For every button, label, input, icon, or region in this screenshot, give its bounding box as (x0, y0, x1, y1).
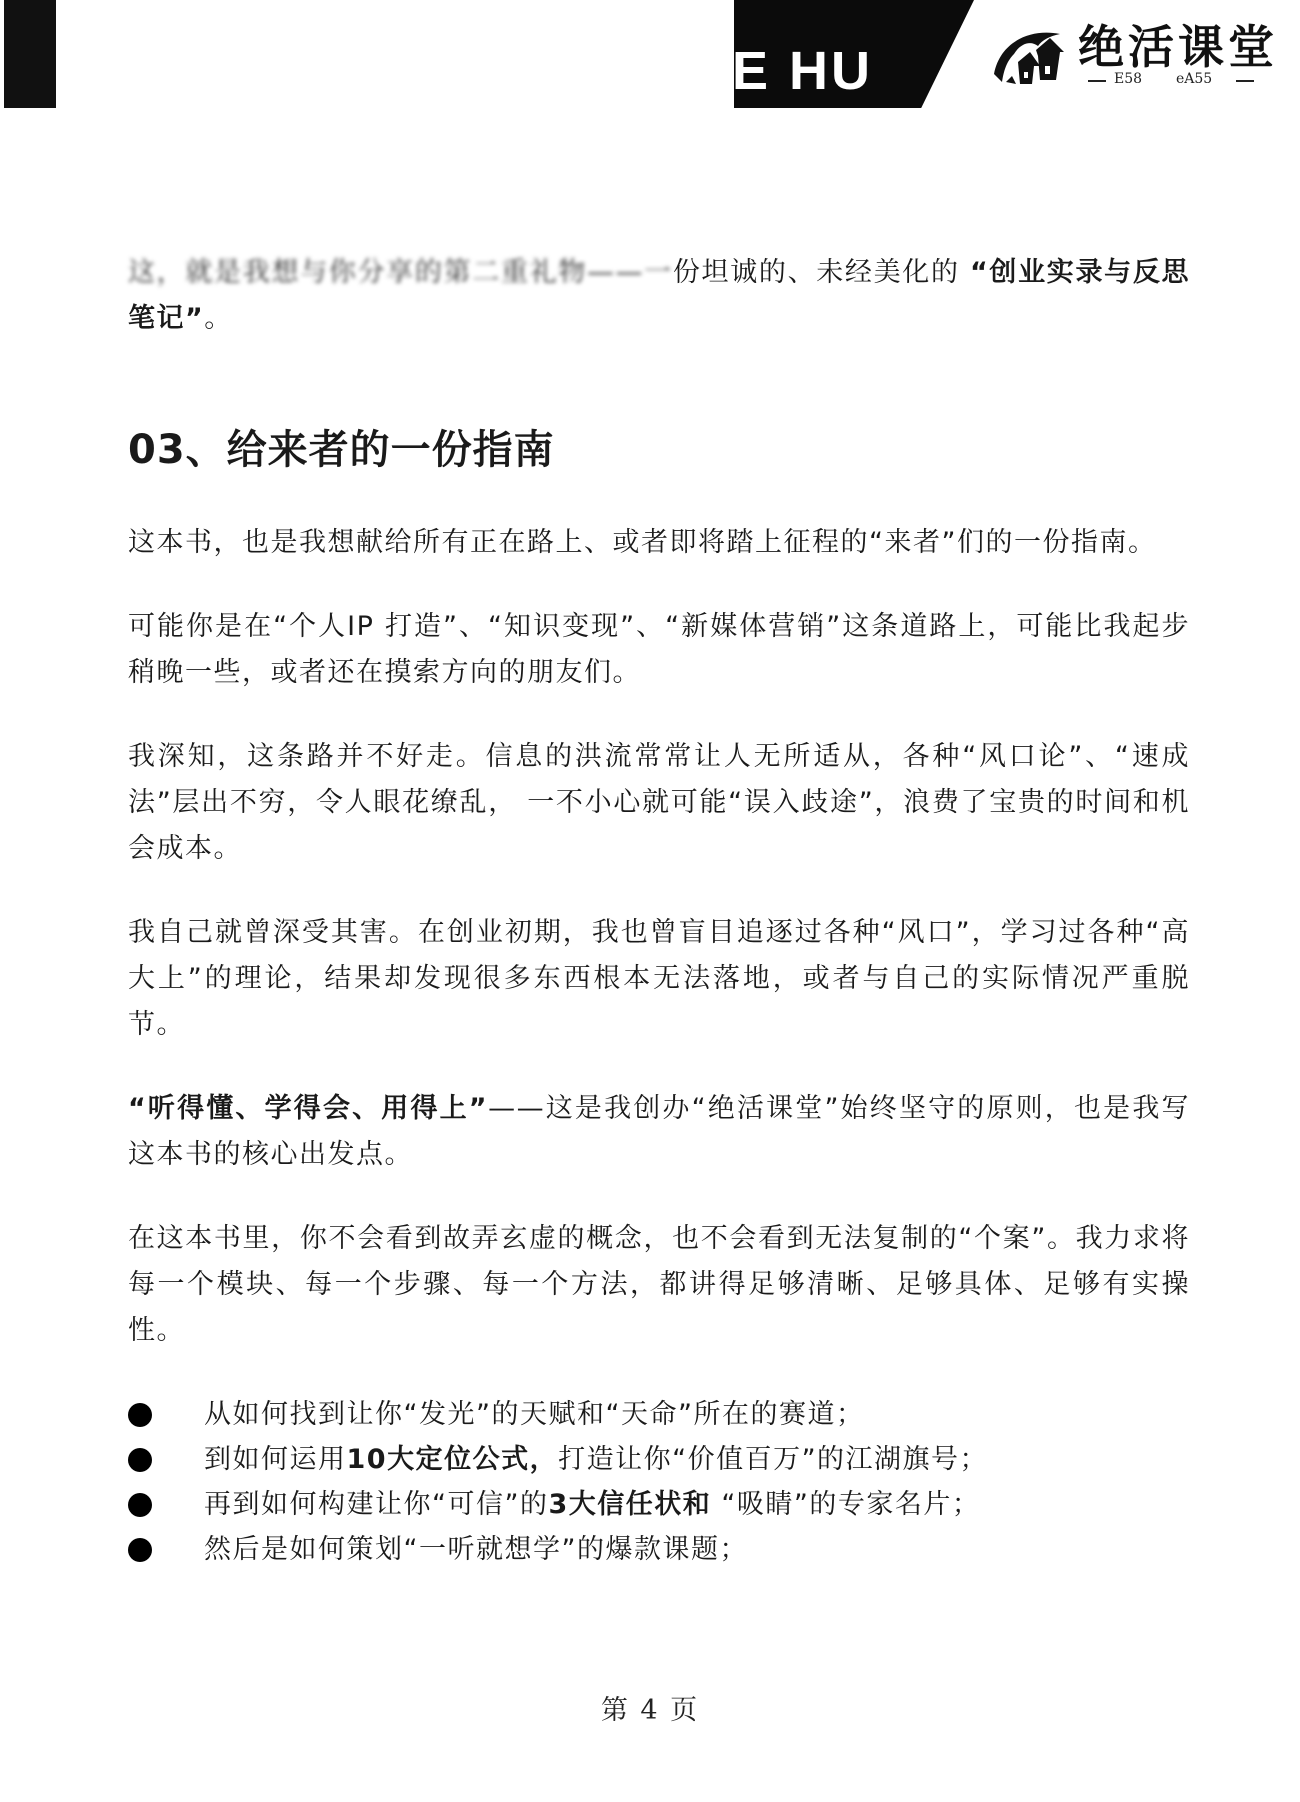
bullet-dot-icon (128, 1493, 152, 1517)
section-title: 03、给来者的一份指南 (128, 427, 555, 473)
mountain-logo-icon (990, 22, 1074, 92)
brand-logo (990, 20, 1278, 100)
list-item (128, 1437, 1190, 1482)
paragraph-6: 在这本书里，你不会看到故弄玄虚的概念，也不会看到无法复制的“个案”。我力求将每一个模块、每一个步骤、每一个方法，都讲得足够清晰、足够具体、足够有实操性。 (128, 1223, 1190, 1346)
list-item (128, 1392, 1190, 1437)
bullet-text: 然后是如何策划“一听就想学”的爆款课题； (204, 1534, 748, 1565)
bullet-bold-text: 10大定位公式， (346, 1444, 559, 1475)
list-item (128, 1482, 1190, 1527)
bullet-text-tail: “吸睛”的专家名片； (711, 1489, 981, 1520)
intro-bold-text: “创业实录与反思笔记” (128, 257, 1191, 334)
bullet-text: 到如何运用 (204, 1444, 347, 1475)
bullet-dot-icon (128, 1538, 152, 1562)
intro-paragraph (128, 250, 1190, 342)
bullet-dot-icon (128, 1403, 152, 1427)
bullet-text: 再到如何构建让你“可信”的 (204, 1489, 549, 1520)
logo-dash-left (1088, 80, 1106, 82)
bullet-text-tail: 打造让你“价值百万”的江湖旗号； (558, 1444, 989, 1475)
header-band-text: E HU (732, 41, 874, 101)
principle-bold-text: “听得懂、学得会、用得上” (128, 1093, 489, 1124)
list-item (128, 1527, 1190, 1572)
logo-title: 绝活课堂 (1078, 20, 1278, 74)
logo-dash-right (1236, 80, 1254, 82)
intro-text: 份坦诚的、未经美化的 (672, 257, 960, 288)
logo-sub-left: E58 (1114, 71, 1143, 87)
paragraph-2: 可能你是在“个人IP 打造”、“知识变现”、“新媒体营销”这条道路上，可能比我起步稍晚一些，或者还在摸索方向的朋友们。 (128, 611, 1190, 688)
paragraph-5 (128, 1086, 1190, 1178)
paragraph-1: 这本书，也是我想献给所有正在路上、或者即将踏上征程的“来者”们的一份指南。 (128, 527, 1157, 558)
principle-text: ——这是我创办“绝活课堂”始终坚守的原则，也是我写这本书的核心出发点。 (128, 1093, 1190, 1170)
page-number: 第 4 页 (600, 1695, 700, 1726)
bullet-list (128, 1392, 1190, 1572)
logo-sub-right: eA55 (1176, 71, 1213, 87)
intro-end: 。 (204, 303, 233, 334)
intro-blurred-text: 这，就是我想与你分享的第二重礼物——一 (128, 257, 673, 288)
left-dark-block (4, 0, 56, 108)
bullet-dot-icon (128, 1448, 152, 1472)
paragraph-3: 我深知，这条路并不好走。信息的洪流常常让人无所适从，各种“风口论”、“速成法”层出不穷，令人眼花缭乱， 一不小心就可能“误入歧途”，浪费了宝贵的时间和机会成本。 (128, 741, 1190, 864)
bullet-text: 从如何找到让你“发光”的天赋和“天命”所在的赛道； (204, 1399, 865, 1430)
paragraph-4: 我自己就曾深受其害。在创业初期，我也曾盲目追逐过各种“风口”，学习过各种“高大上”的理论，结果却发现很多东西根本无法落地，或者与自己的实际情况严重脱节。 (128, 917, 1190, 1040)
page-content (128, 250, 1190, 1572)
bullet-bold-text: 3大信任状和 (548, 1489, 712, 1520)
